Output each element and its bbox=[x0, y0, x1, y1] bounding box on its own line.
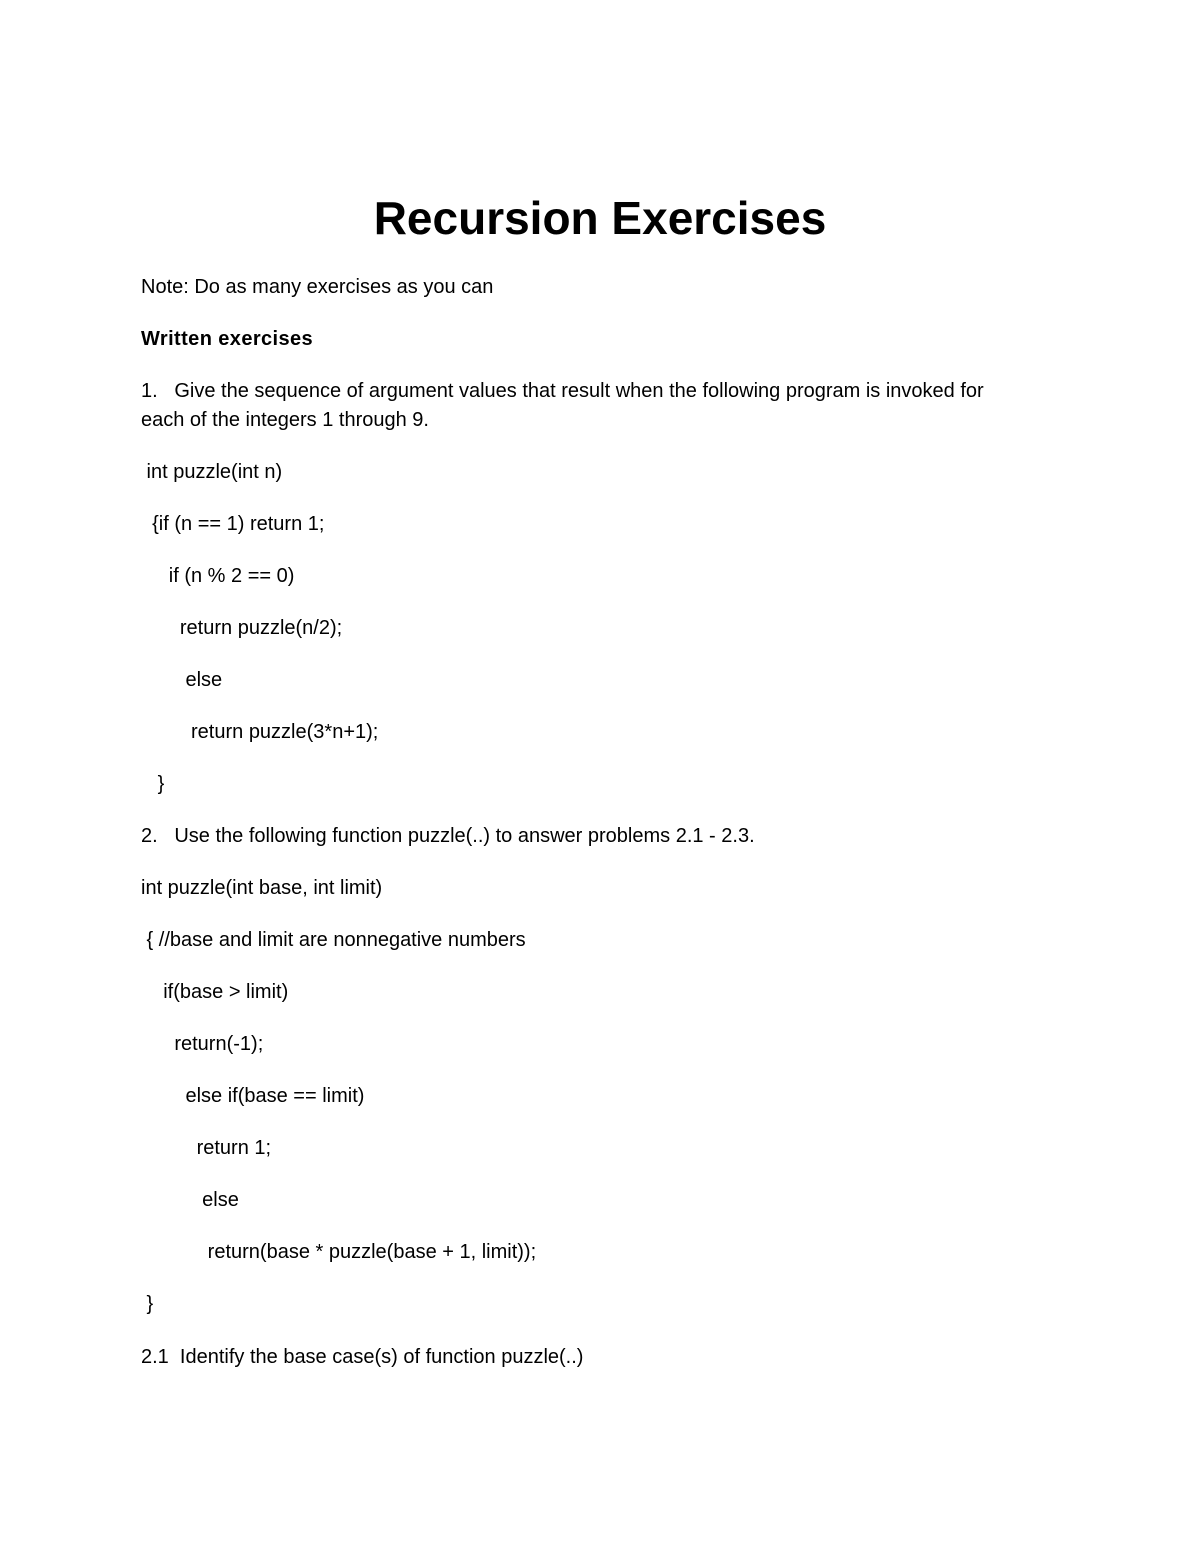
code-1-line: else bbox=[141, 669, 223, 691]
code-2-line: else if(base == limit) bbox=[141, 1085, 365, 1107]
document-title: Recursion Exercises bbox=[373, 192, 827, 244]
code-2-line: int puzzle(int base, int limit) bbox=[141, 877, 383, 899]
code-1-line: {if (n == 1) return 1; bbox=[141, 513, 325, 535]
code-2-line: if(base > limit) bbox=[141, 981, 289, 1003]
code-2-line: else bbox=[141, 1189, 239, 1211]
code-2-line: { //base and limit are nonnegative numbers bbox=[141, 929, 526, 951]
question-1-line-2: each of the integers 1 through 9. bbox=[141, 409, 429, 431]
question-2-line: 2. Use the following function puzzle(..) to answer problems 2.1 - 2.3. bbox=[141, 825, 755, 847]
code-2-line: return 1; bbox=[141, 1137, 272, 1159]
code-2-line: return(-1); bbox=[141, 1033, 264, 1055]
code-1-line: int puzzle(int n) bbox=[141, 461, 283, 483]
code-1-line: } bbox=[141, 773, 165, 795]
code-2-line: } bbox=[141, 1293, 154, 1315]
code-1-line: return puzzle(n/2); bbox=[141, 617, 343, 639]
code-1-line: return puzzle(3*n+1); bbox=[141, 721, 379, 743]
code-1-line: if (n % 2 == 0) bbox=[141, 565, 295, 587]
question-1-line-1: 1. Give the sequence of argument values that result when the following program is invoked for bbox=[141, 380, 984, 402]
question-2-1: 2.1 Identify the base case(s) of function puzzle(..) bbox=[141, 1346, 584, 1368]
note-text: Note: Do as many exercises as you can bbox=[141, 276, 494, 298]
section-heading: Written exercises bbox=[141, 328, 314, 350]
code-2-line: return(base * puzzle(base + 1, limit)); bbox=[141, 1241, 537, 1263]
